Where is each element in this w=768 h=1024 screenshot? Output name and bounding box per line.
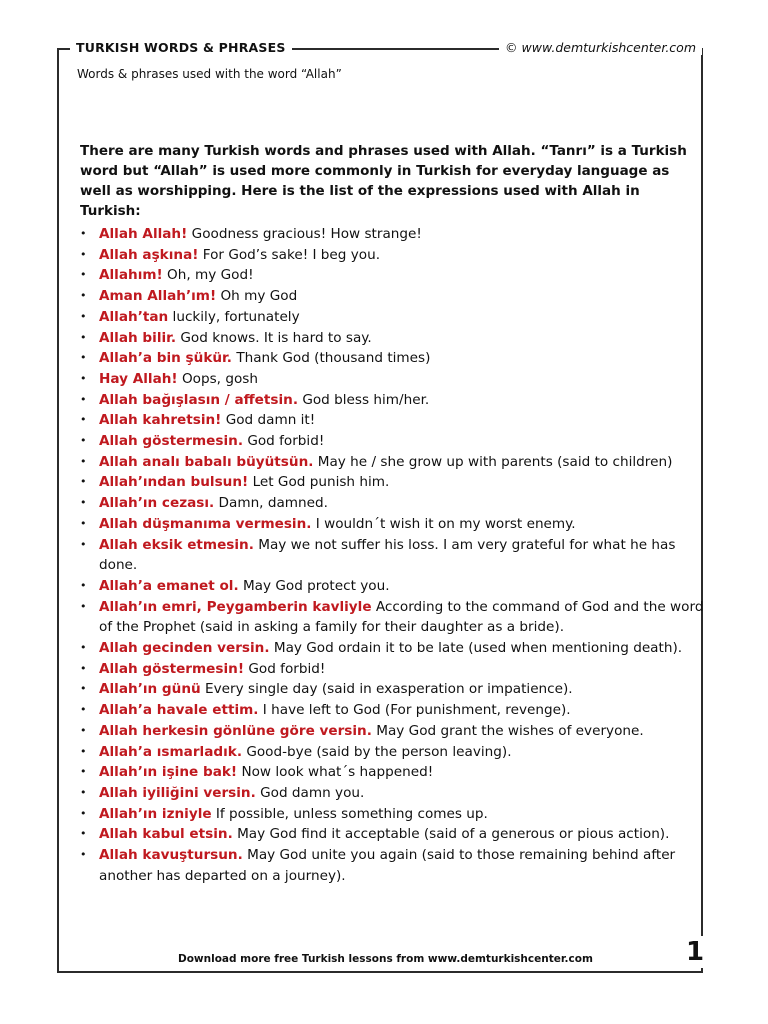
phrase-meaning: God damn it! [225,412,316,429]
phrase-meaning: If possible, unless something comes up. [215,805,488,822]
bullet-icon: • [80,599,87,613]
phrase-term: Allah iyiliğini versin. [99,784,256,801]
header-site-link[interactable]: © www.demturkishcenter.com [499,40,702,55]
phrase-item [80,638,704,659]
phrase-term: Allah göstermesin. [99,433,243,450]
bullet-icon: • [80,806,87,820]
phrase-item [80,328,704,349]
phrase-item [80,410,704,431]
bullet-icon: • [80,268,87,282]
phrase-meaning: For God’s sake! I beg you. [202,246,381,263]
phrase-meaning: I have left to God (For punishment, revenge). [262,702,571,719]
phrase-item [80,845,704,886]
page-number: 1 [681,936,709,968]
phrase-term: Allah Allah! [99,226,188,242]
phrase-meaning: According to the command of God and the word of the Prophet (said in asking a family for their daughter as a bride). [99,598,704,636]
phrase-term: Allah herkesin gönlüne göre versin. [99,722,372,739]
phrase-term: Hay Allah! [99,370,178,387]
bullet-icon: • [80,578,87,592]
phrase-term: Allah kahretsin! [99,412,222,429]
phrase-term: Allah gecinden versin. [99,640,270,657]
bullet-icon: • [80,330,87,344]
phrase-term: Allah’ın işine bak! [99,764,238,781]
phrase-item [80,369,704,390]
phrase-item [80,472,704,493]
phrase-list [80,224,704,887]
bullet-icon: • [80,227,87,240]
phrase-item [80,783,704,804]
phrase-item [80,245,704,266]
phrase-meaning: God forbid! [248,660,326,677]
phrase-term: Allah’ın cezası. [99,495,215,512]
bullet-icon: • [80,537,87,551]
phrase-meaning: God damn you. [260,784,365,801]
phrase-item [80,265,704,286]
phrase-item [80,348,704,369]
bullet-icon: • [80,454,87,468]
phrase-meaning: Every single day (said in exasperation or impatience). [205,681,573,698]
bullet-icon: • [80,848,87,862]
phrase-item [80,493,704,514]
bullet-icon: • [80,247,87,261]
phrase-meaning: Oh my God [220,288,298,305]
header-title: TURKISH WORDS & PHRASES [70,40,292,55]
phrase-item [80,390,704,411]
phrase-term: Allah düşmanıma vermesin. [99,515,312,532]
phrase-term: Allah’a ısmarladık. [99,743,242,760]
phrase-meaning: God bless him/her. [302,391,430,408]
phrase-item [80,535,704,576]
phrase-meaning: luckily, fortunately [172,308,300,325]
phrase-item [80,576,704,597]
phrase-item [80,804,704,825]
phrase-term: Allah kavuştursun. [99,847,243,864]
page-subtitle: Words & phrases used with the word “Allah” [77,67,342,81]
phrase-meaning: God forbid! [247,433,325,450]
bullet-icon: • [80,827,87,841]
phrase-term: Allah’a havale ettim. [99,702,259,719]
phrase-item [80,452,704,473]
phrase-term: Allah’ın emri, Peygamberin kavliyle [99,598,372,615]
bullet-icon: • [80,682,87,696]
phrase-term: Allah eksik etmesin. [99,536,254,553]
bullet-icon: • [80,413,87,427]
phrase-meaning: May we not suffer his loss. I am very grateful for what he has done. [99,536,676,574]
bullet-icon: • [80,516,87,530]
phrase-meaning: May God grant the wishes of everyone. [376,722,644,739]
phrase-term: Allah’a bin şükür. [99,350,232,367]
bullet-icon: • [80,309,87,323]
phrase-meaning: May God unite you again (said to those remaining behind after another has departed on a journey). [99,847,676,884]
bullet-icon: • [80,641,87,655]
phrase-meaning: May God protect you. [242,577,390,594]
phrase-term: Allah’ın izniyle [99,805,212,822]
phrase-meaning: May God find it acceptable (said of a generous or pious action). [237,826,670,843]
phrase-meaning: May he / she grow up with parents (said to children) [317,453,673,470]
phrase-item [80,431,704,452]
phrase-term: Allahım! [99,267,163,284]
phrase-item [80,700,704,721]
phrase-item [80,514,704,535]
phrase-meaning: I wouldn´t wish it on my worst enemy. [315,515,576,532]
phrase-meaning: Now look what´s happened! [241,764,434,781]
bullet-icon: • [80,392,87,406]
bullet-icon: • [80,785,87,799]
phrase-term: Allah bilir. [99,329,177,346]
phrase-item [80,597,704,638]
phrase-term: Allah kabul etsin. [99,826,233,843]
phrase-meaning: Oops, gosh [181,370,258,387]
phrase-item [80,286,704,307]
phrase-meaning: God knows. It is hard to say. [180,329,372,346]
phrase-meaning: Thank God (thousand times) [236,350,431,367]
bullet-icon: • [80,289,87,303]
phrase-meaning: Damn, damned. [218,495,328,512]
phrase-term: Allah’a emanet ol. [99,577,239,594]
bullet-icon: • [80,351,87,365]
bullet-icon: • [80,496,87,510]
phrase-meaning: May God ordain it to be late (used when mentioning death). [273,640,683,657]
phrase-meaning: Goodness gracious! How strange! [191,226,422,242]
phrase-item [80,224,704,245]
phrase-term: Allah’tan [99,308,169,325]
phrase-item [80,742,704,763]
phrase-meaning: Let God punish him. [252,474,390,491]
phrase-term: Allah’ın günü [99,681,201,698]
phrase-term: Aman Allah’ım! [99,288,217,305]
bullet-icon: • [80,723,87,737]
phrase-term: Allah bağışlasın / affetsin. [99,391,298,408]
intro-paragraph: There are many Turkish words and phrases used with Allah. “Tanrı” is a Turkish word but “Allah” is used more commonly in Turkish for everyday language as well as worshipping. Here is the list of the expressions used with Allah in Turkish: [80,143,687,219]
phrase-item [80,679,704,700]
bullet-icon: • [80,371,87,385]
phrase-item [80,824,704,845]
phrase-item [80,659,704,680]
footer-download-text: Download more free Turkish lessons from www.demturkishcenter.com [176,953,600,965]
phrase-item [80,762,704,783]
phrase-term: Allah aşkına! [99,246,199,263]
phrase-term: Allah göstermesin! [99,660,245,677]
phrase-meaning: Good-bye (said by the person leaving). [246,743,512,760]
bullet-icon: • [80,703,87,717]
phrase-term: Allah analı babalı büyütsün. [99,453,314,470]
bullet-icon: • [80,475,87,489]
bullet-icon: • [80,661,87,675]
phrase-item [80,721,704,742]
bullet-icon: • [80,434,87,448]
phrase-item [80,307,704,328]
bullet-icon: • [80,744,87,758]
bullet-icon: • [80,765,87,779]
phrase-term: Allah’ından bulsun! [99,474,249,491]
phrase-meaning: Oh, my God! [167,267,254,284]
